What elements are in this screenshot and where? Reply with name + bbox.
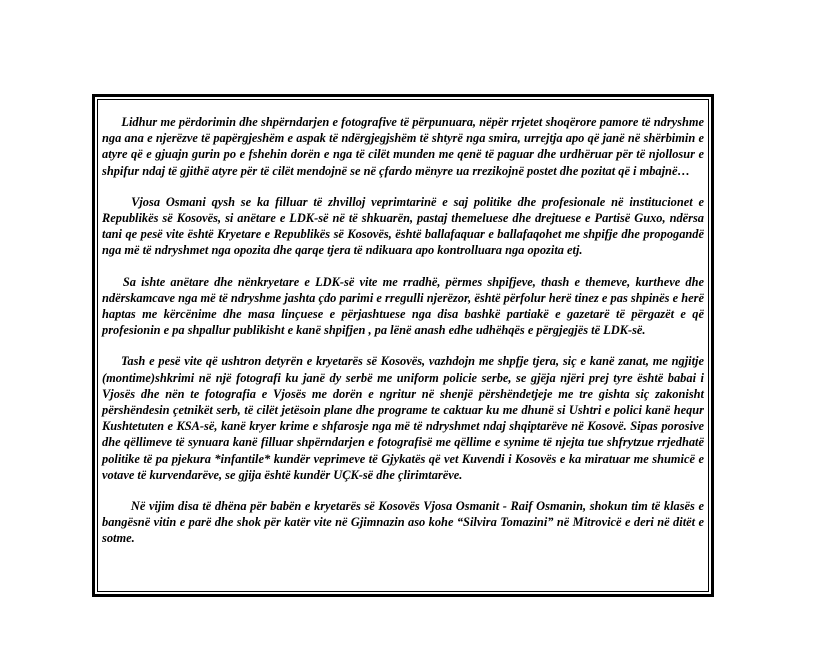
paragraph-5: Në vijim disa të dhëna për babën e kryetarës së Kosovës Vjosa Osmanit - Raif Osmanin, shokun tim të klasës e bangësnë vitin e parë dhe shok për katër vite në Gjimnazin aso kohe “Silvira Tomazini” në Mitrovicë e deri në ditët e sotme. (102, 499, 708, 546)
document-text (102, 114, 708, 547)
paragraph-1: Lidhur me përdorimin dhe shpërndarjen e fotografive të përpunuara, nëpër rrjetet shoqërore pamore të ndryshme nga ana e njerëzve të papërgjeshëm e aspak të ndërgjegjshëm të shtyrë nga smira, urrejtja apo që janë në shërbimin e atyre që e gjuajn gurin po e fshehin dorën e nga të cilët munden me qenë të paguar dhe urdhëruar për të njollosur e shpifur ndaj të gjithë atyre për të cilët mendojnë se në çfardo mënyre ua rrezikojnë postet dhe pozitat që i mbajnë… (102, 115, 708, 178)
paragraph-2: Vjosa Osmani qysh se ka filluar të zhvilloj veprimtarinë e saj politike dhe profesionale në institucionet e Republikës së Kosovës, si anëtare e LDK-së në të shkuarën, pastaj themeluese dhe drejtuese e Partisë Guxo, ndërsa tani qe pesë vite është Kryetare e Republikës së Kosovës, është ballafaquar e ballafaqohet me shpifje dhe propogandë nga më të ndryshmet nga opozita dhe qarqe tjera të ndikuara apo kontrolluara nga opozita etj. (102, 194, 708, 258)
document-inner-border (97, 99, 709, 592)
document-frame (92, 94, 714, 597)
paragraph-3: Sa ishte anëtare dhe nënkryetare e LDK-së vite me rradhë, përmes shpifjeve, thash e themeve, kurtheve dhe ndërskamcave nga më të ndryshme jashta çdo parimi e rregulli njerëzor, është përfolur herë tinez e pas shpinës e herë haptas me kërcënime dhe masa linçuese e përjashtuese nga disa bashkë partiakë e gazetarë të përgazët e që profesionin e pa shpallur publikisht e kanë shpifjen , pa lënë anash edhe udhëhqës e përgjegjës të LDK-së. (102, 274, 708, 338)
paragraph-4: Tash e pesë vite që ushtron detyrën e kryetarës së Kosovës, vazhdojn me shpfje tjera, siç e kanë zanat, me ngjitje (montime)shkrimi në një fotografi ku janë dy serbë me uniform policie serbe, se gjëja njëri prej tyre është babai i Vjosës dhe nën te fotografia e Vjosës me dorën e ngritur në shenjë përshëndetjeje me tre gishta siç zakonisht përshëndesin çetnikët serb, të cilët jetësoin plane dhe programe te caktuar ku me dhunë si Ushtri e polici kanë hequr Kushtetuten e KSA-së, kanë kryer krime e shfarosje nga më të ndryshmet ndaj shqiptarëve në Kosovë. Sipas porosive dhe qëllimeve të synuara kanë filluar shpërndarjen e fotografisë me qëllime e synime të njejta tue shfrytzue rrjedhatë politike të pa pjekura *infantile* kundër veprimeve të Gjykatës që vet Kuvendi i Kosovës e ka miratuar me shumicë e votave të kurvendarëve, se gjija është kundër UÇK-së dhe çlirimtarëve. (102, 354, 708, 482)
